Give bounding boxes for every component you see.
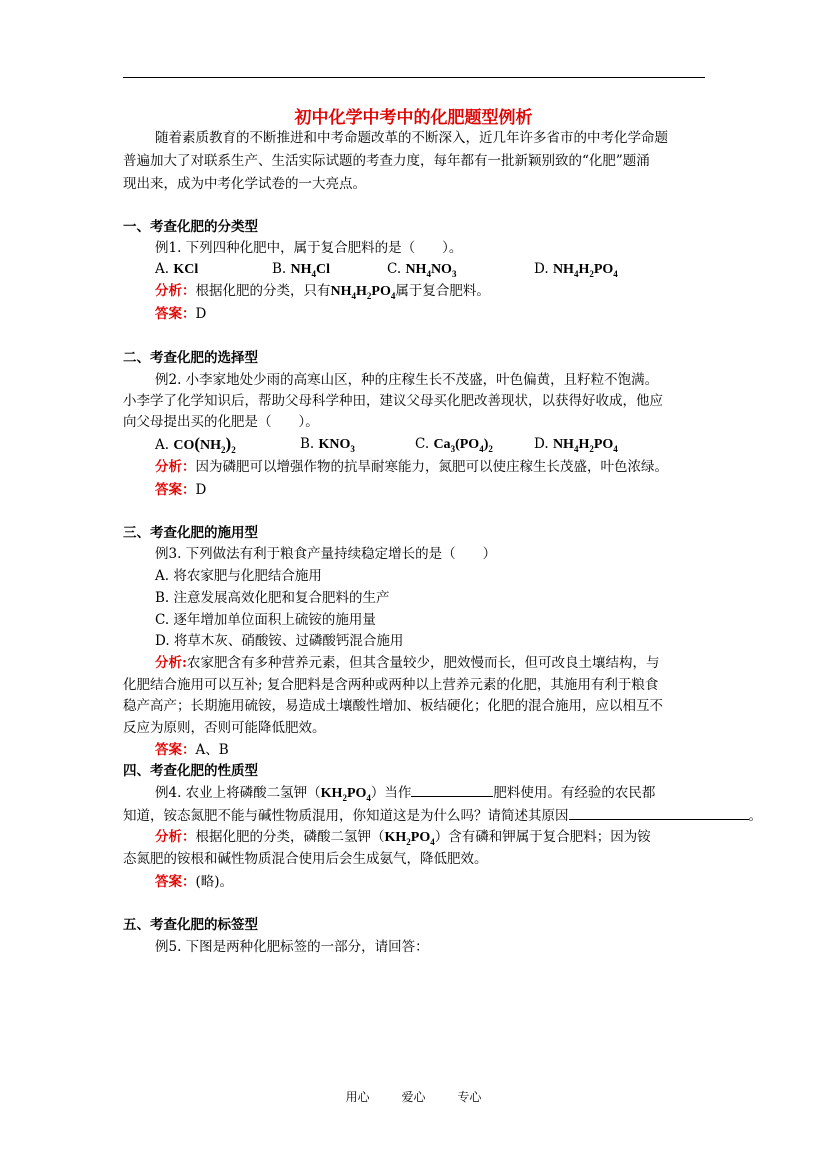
question-text: 小李学了化学知识后，帮助父母科学种田，建议父母买化肥改善现状，以获得好收成，他应 <box>123 393 663 409</box>
option-a: A. $CO(NH_2)_2$ <box>155 434 236 455</box>
footer-text: 爱心 <box>401 1090 426 1104</box>
section-heading: 三、考查化肥的施用型 <box>123 525 258 541</box>
question-text: 例5. 下图是两种化肥标签的一部分，请回答： <box>155 939 429 955</box>
formula-kcl: KCl <box>173 262 199 277</box>
intro-line: 随着素质教育的不断推进和中考命题改革的不断深入，近几年许多省市的中考化学命题 <box>155 130 668 146</box>
option-a: A. 将农家肥与化肥结合施用 <box>155 568 322 584</box>
option-d: D. 将草木灰、硝酸铵、过磷酸钙混合施用 <box>155 633 404 649</box>
formula-kno3: $KNO_3$ <box>318 437 355 454</box>
option-a: A. KCl <box>155 261 199 277</box>
option-b: B. $NH_4Cl$ <box>272 261 331 279</box>
option-c: C. 逐年增加单位面积上硫铵的施用量 <box>155 612 376 628</box>
question-text: 例3. 下列做法有利于粮食产量持续稳定增长的是（ ） <box>155 546 497 562</box>
page-title: 初中化学中考中的化肥题型例析 <box>294 108 533 128</box>
question-text: 例2. 小李家地处少雨的高寒山区，种的庄稼生长不茂盛，叶色偏黄，且籽粒不饱满。 <box>155 372 659 388</box>
formula-nh4h2po4: $NH_4H_2PO_4$ <box>552 437 618 454</box>
answer-line: 答案：D <box>155 306 207 322</box>
analysis-line: 化肥结合施用可以互补; 复合肥料是含两种或两种以上营养元素的化肥，其施用有利于粮食 <box>123 677 659 693</box>
question-text: 知道，铵态氮肥不能与碱性物质混用，你知道这是为什么吗？请简述其原因 。 <box>123 808 762 824</box>
page-footer <box>0 1088 827 1105</box>
analysis-line: 分析：根据化肥的分类，磷酸二氢钾$(KH_2PO_4)$含有磷和钾属于复合肥料；因为铵 <box>155 829 651 847</box>
formula-urea: $CO(NH_2)_2$ <box>173 434 236 455</box>
formula-nh4no3: $NH_4NO_3$ <box>405 262 457 279</box>
section-heading: 一、考查化肥的分类型 <box>123 219 258 235</box>
analysis-line: 稳产高产；长期施用硫铵，易造成土壤酸性增加、板结硬化；化肥的混合施用，应以相互不 <box>123 698 663 714</box>
option-c: C. $Ca_3(PO_4)_2$ <box>415 436 493 454</box>
answer-blank[interactable] <box>569 806 749 820</box>
option-b: B. 注意发展高效化肥和复合肥料的生产 <box>155 590 390 606</box>
answer-blank[interactable] <box>411 783 493 797</box>
formula-nh4h2po4: $NH_4H_2PO_4$ <box>552 262 618 279</box>
option-c: C. $NH_4NO_3$ <box>387 261 457 279</box>
analysis-line: 态氮肥的铵根和碱性物质混合使用后会生成氨气，降低肥效。 <box>123 851 488 867</box>
formula-ca3po42: $Ca_3(PO_4)_2$ <box>433 437 493 454</box>
analysis-line: 分析:农家肥含有多种营养元素，但其含量较少，肥效慢而长，但可改良土壤结构，与 <box>155 655 660 671</box>
answer-line: 答案：A、B <box>155 742 229 758</box>
section-heading: 四、考查化肥的性质型 <box>123 763 258 779</box>
intro-line: 普遍加大了对联系生产、生活实际试题的考查力度，每年都有一批新颖别致的“化肥”题涌 <box>123 153 650 169</box>
question-text: 例1. 下列四种化肥中，属于复合肥料的是（ ）。 <box>155 240 463 256</box>
question-text: 向父母提出买的化肥是（ ）。 <box>123 414 319 430</box>
formula-kh2po4: $KH_2PO_4$ <box>384 830 435 847</box>
analysis-line: 反应为原则，否则可能降低肥效。 <box>123 720 326 736</box>
option-d: D. $NH_4H_2PO_4$ <box>534 261 618 279</box>
analysis-line: 分析：根据化肥的分类，只有$NH_4H_2PO_4$属于复合肥料。 <box>155 283 490 301</box>
answer-line: 答案：D <box>155 482 207 498</box>
section-heading: 五、考查化肥的标签型 <box>123 917 258 933</box>
footer-text: 用心 <box>345 1090 370 1104</box>
formula-nh4cl: $NH_4Cl$ <box>290 262 331 279</box>
intro-line: 现出来，成为中考化学试卷的一大亮点。 <box>123 176 366 192</box>
header-rule <box>123 77 705 78</box>
option-d: D. $NH_4H_2PO_4$ <box>534 436 618 454</box>
footer-text: 专心 <box>457 1090 482 1104</box>
formula-nh4h2po4: $NH_4H_2PO_4$ <box>330 284 396 301</box>
section-heading: 二、考查化肥的选择型 <box>123 350 258 366</box>
question-text: 例4. 农业上将磷酸二氢钾$(KH_2PO_4)$当作 肥料使用。有经验的农民都 <box>155 785 656 803</box>
option-b: B. $KNO_3$ <box>300 436 355 454</box>
answer-line: 答案：(略)。 <box>155 874 234 890</box>
formula-kh2po4: $KH_2PO_4$ <box>320 786 371 803</box>
analysis-line: 分析：因为磷肥可以增强作物的抗旱耐寒能力，氮肥可以使庄稼生长茂盛，叶色浓绿。 <box>155 459 668 475</box>
